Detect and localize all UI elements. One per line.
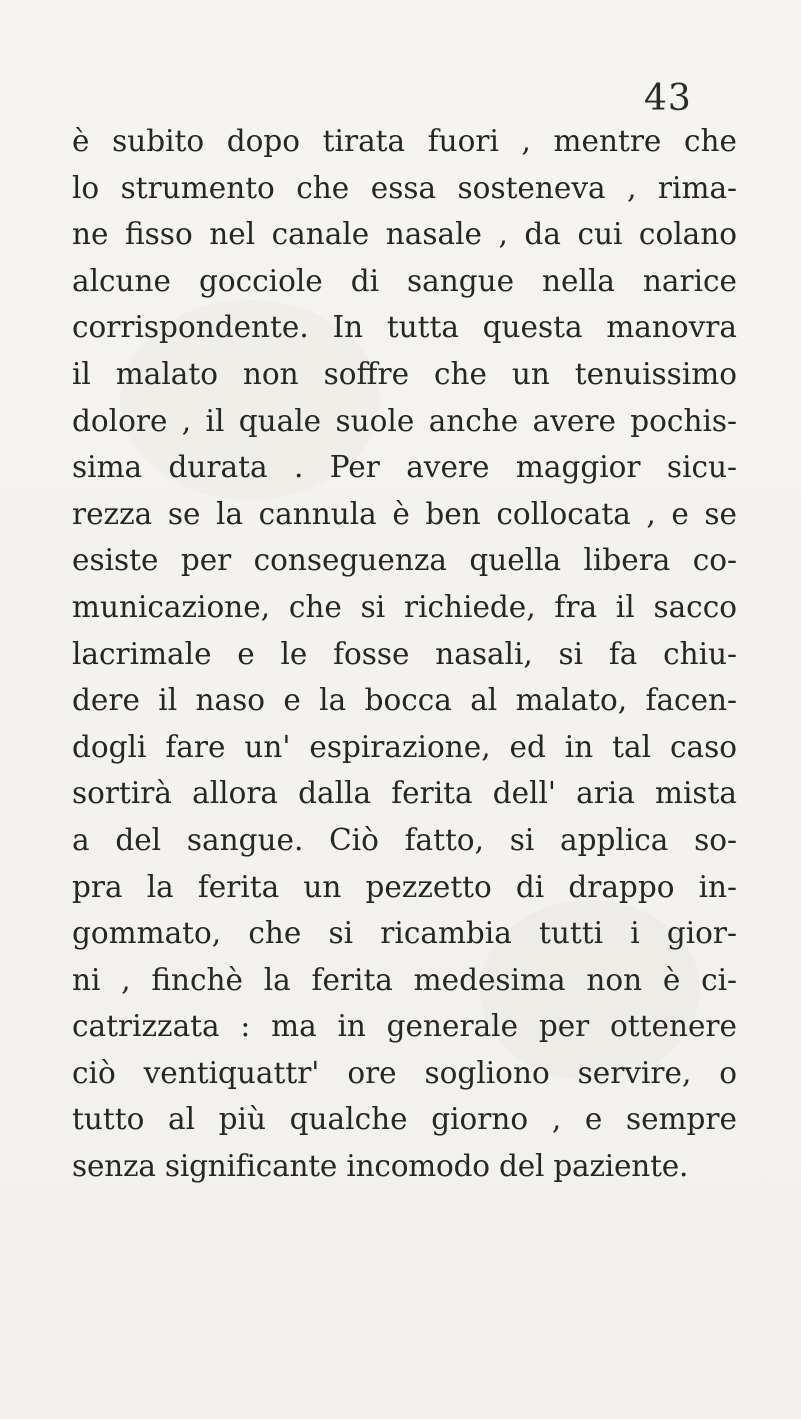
text-line: lacrimale e le fosse nasali, si fa chiu-	[72, 636, 737, 671]
text-line: a del sangue. Ciò fatto, si applica so-	[72, 822, 737, 857]
text-line: il malato non soffre che un tenuissimo	[72, 356, 737, 391]
text-line: esiste per conseguenza quella libera co-	[72, 543, 737, 578]
text-line: tutto al più qualche giorno , e sempre	[72, 1102, 737, 1137]
text-line: è subito dopo tirata fuori , mentre che	[72, 124, 737, 158]
text-line: sortirà allora dalla ferita dell' aria mista	[72, 776, 737, 811]
text-line: dolore , il quale suole anche avere pochis-	[72, 403, 737, 438]
text-line: catrizzata : ma in generale per ottenere	[72, 1009, 737, 1044]
text-line: ni , finchè la ferita medesima non è ci-	[72, 962, 737, 997]
body-text	[72, 118, 737, 1190]
text-line: rezza se la cannula è ben collocata , e se	[72, 496, 737, 531]
text-line: dogli fare un' espirazione, ed in tal caso	[72, 729, 737, 764]
text-line: gommato, che si ricambia tutti i gior-	[72, 916, 737, 951]
text-line: corrispondente. In tutta questa manovra	[72, 310, 737, 345]
page-number: 43	[644, 78, 692, 119]
text-line: pra la ferita un pezzetto di drappo in-	[72, 869, 737, 904]
text-line: lo strumento che essa sosteneva , rima-	[72, 170, 737, 205]
text-line: ciò ventiquattr' ore sogliono servire, o	[72, 1055, 737, 1090]
text-line: senza significante incomodo del paziente.	[72, 1149, 689, 1184]
text-line: sima durata . Per avere maggior sicu-	[72, 450, 737, 485]
text-line: dere il naso e la bocca al malato, facen-	[72, 683, 737, 718]
text-line: alcune gocciole di sangue nella narice	[72, 263, 737, 298]
text-line: ne fisso nel canale nasale , da cui colano	[72, 217, 737, 252]
text-line: municazione, che si richiede, fra il sacco	[72, 589, 737, 624]
